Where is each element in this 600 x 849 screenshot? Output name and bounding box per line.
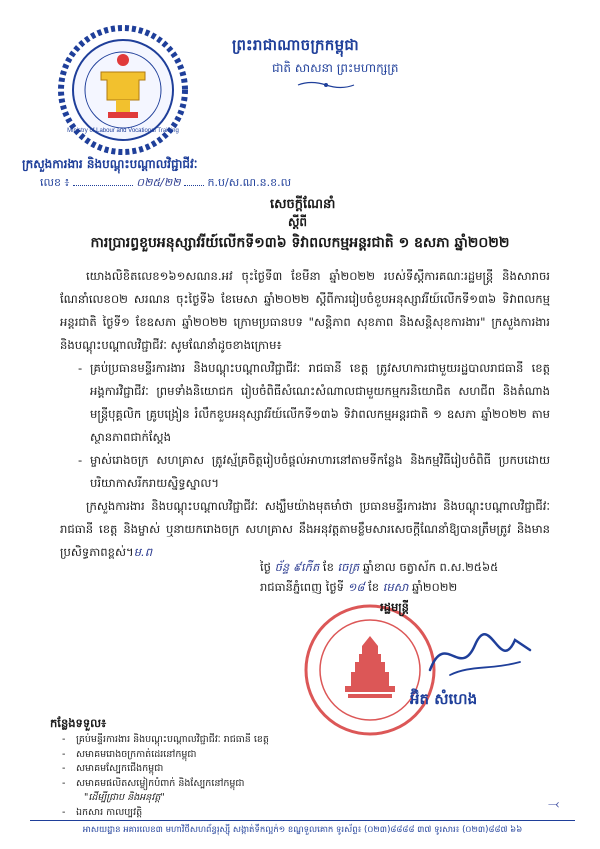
- recipient-item: - សមាគមស្បែកជើងកម្ពុជា: [76, 762, 376, 777]
- recipient-item: - សមាគមរោងចក្រកាត់ដេរនៅកម្ពុជា: [76, 748, 376, 763]
- recipient-item: - សមាគមផលិតសម្លៀកបំពាក់ និងស្បែកនៅកម្ពុជា: [76, 777, 376, 792]
- signature: [420, 620, 540, 690]
- reference-suffix: ក.ប/ស.ណ.ន.ខ.ល: [207, 176, 292, 189]
- footer-address: អាសយដ្ឋាន អគារលេខ៣ មហាវិថីសហព័ន្ធរុស្ស៊ី សង្កាត់ទឹកល្អក់១ ខណ្ឌទួលគោក ទូរស័ព្ទ៖ (០២៣)៨៨៨៨ ៣៧ ទូរសារ៖ (០២៣)៨៨៧ ៦៦: [82, 825, 523, 835]
- reference-handwritten: ០២៥/២២: [136, 176, 181, 189]
- ministry-name: ក្រសួងការងារ និងបណ្តុះបណ្តាលវិជ្ជាជីវៈ: [22, 157, 198, 171]
- solar-date: រាជធានីភ្នំពេញ ថ្ងៃទី ១៨ ខែ មេសា ឆ្នាំ២០២២: [260, 580, 458, 594]
- svg-text:Ministry of Labour and Vocatio: Ministry of Labour and Vocational Training: [67, 128, 179, 134]
- national-motto: ជាតិ សាសនា ព្រះមហាក្សត្រ: [272, 61, 399, 75]
- recipients-list: [50, 733, 376, 821]
- instruction-item: - គ្រប់ប្រធានមន្ទីរការងារ និងបណ្តុះបណ្តាលវិជ្ជាជីវៈ រាជធានី ខេត្ត ត្រូវសហការជាមួយរដ្ឋបាលរាជធានី ខេត្ត អង្គការវិជ្ជាជីវៈ ព្រមទាំងនិយោជក រៀបចំពិធីសំណេះសំណាលជាមួយកម្មករនិយោជិត សហជីព និងតំណាងមន្ត្រីបុគ្គលិក គ្រូបង្រៀន រំលឹកខួបអនុស្សាវរីយ៍លើកទី១៣៦ ទិវាពលកម្មអន្តរជាតិ ១ ឧសភា ឆ្នាំ២០២២ តាមស្ថានភាពជាក់ស្តែង: [90, 357, 550, 449]
- official-stamp: [300, 600, 440, 740]
- document-title: ការប្រារព្ធខួបអនុស្សាវរីយ៍លើកទី១៣៦ ទិវាពលកម្មអន្តរជាតិ ១ ឧសភា ឆ្នាំ២០២២: [90, 235, 510, 251]
- ministry-logo: [48, 20, 198, 160]
- lunar-date: ថ្ងៃ ច័ន្ទ ៩កើត ខែ ចេត្រ ឆ្នាំខាល ចត្វាស័ក ព.ស.២៥៦៥: [260, 560, 499, 574]
- handwritten-initials: ម.ព: [133, 545, 153, 559]
- body-paragraph-2: ក្រសួងការងារ និងបណ្តុះបណ្តាលវិជ្ជាជីវៈ សង្ឃឹមយ៉ាងមុតមាំថា ប្រធានមន្ទីរការងារ និងបណ្តុះបណ្តាលវិជ្ជាជីវៈ រាជធានី ខេត្ត និងម្ចាស់ ឬនាយករោងចក្រ សហគ្រាស នឹងអនុវត្តតាមខ្លឹមសារសេចក្តីណែនាំឱ្យបានត្រឹមត្រូវ និងមានប្រសិទ្ធភាពខ្ពស់។ម.ព: [60, 499, 550, 559]
- document-body: [60, 265, 550, 564]
- recipient-note: "ដើម្បីជ្រាប និងអនុវត្ត": [84, 792, 165, 804]
- footer-divider: [30, 820, 575, 821]
- kingdom-heading: ព្រះរាជាណាចក្រកម្ពុជា: [232, 36, 359, 54]
- handwritten-mark: ⤙: [548, 796, 560, 812]
- reference-label: លេខ: [40, 176, 61, 189]
- ornament-divider: [296, 80, 356, 90]
- document-type: សេចក្តីណែនាំ: [270, 197, 336, 212]
- body-paragraph-1: យោងលិខិតលេខ១៦១សណន.អវ ចុះថ្ងៃទី៣ ខែមីនា ឆ្នាំ២០២២ របស់ទីស្តីការគណៈរដ្ឋមន្ត្រី និងសារាចរណែនាំលេខ០២ សរណន ចុះថ្ងៃទី៦ ខែមេសា ឆ្នាំ២០២២ ស្តីពីការរៀបចំខួបអនុស្សាវរីយ៍លើកទី១៣៦ ទិវាពលកម្មអន្តរជាតិ ថ្ងៃទី១ ខែឧសភា ឆ្នាំ២០២២ ក្រោមប្រធានបទ "សន្តិភាព សុខភាព និងសន្តិសុខការងារ" ក្រសួងការងារ និងបណ្តុះបណ្តាលវិជ្ជាជីវៈ សូមណែនាំដូចខាងក្រោម៖: [60, 269, 550, 352]
- instruction-list: [60, 357, 550, 495]
- recipient-item: - ឯកសារ កាលប្បវត្តិ: [76, 806, 376, 821]
- subject-word: ស្តីពី: [288, 215, 308, 229]
- signer-role: រដ្ឋមន្ត្រី: [380, 600, 409, 614]
- instruction-item: - ម្ចាស់រោងចក្រ សហគ្រាស ត្រូវស្ម័គ្រចិត្តរៀបចំផ្តល់អាហារនៅតាមទីកន្លែង និងកម្មវិធីរៀបចំពិធី ប្រកបដោយបរិយាកាសរីករាយស្និទ្ធស្នាល។: [90, 449, 550, 495]
- reference-number: លេខ ៖ ០២៥/២២ ក.ប/ស.ណ.ន.ខ.ល: [40, 176, 292, 189]
- recipients-heading: កន្លែងទទួល៖: [50, 716, 107, 730]
- signer-name: អ៊ិត សំហេង: [410, 690, 478, 708]
- recipient-item: - គ្រប់មន្ទីរការងារ និងបណ្តុះបណ្តាលវិជ្ជាជីវៈ រាជធានី ខេត្ត: [76, 733, 376, 748]
